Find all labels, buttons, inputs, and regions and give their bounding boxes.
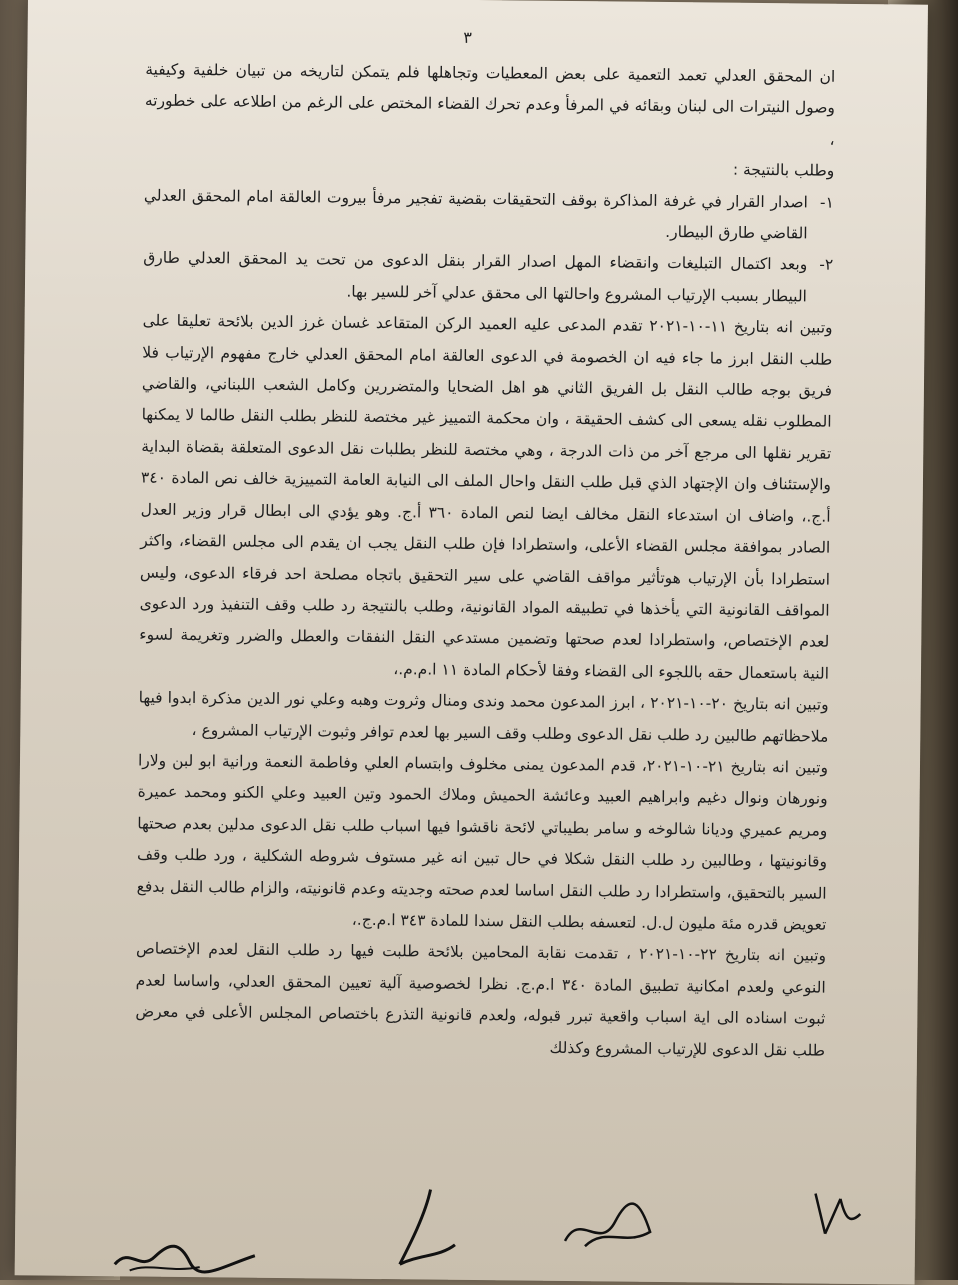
paragraph: ان المحقق العدلي تعمد التعمية على بعض المعطيات وتجاهلها فلم يتمكن لتاريخه من تبيان خلفية وكيفية وصول النيترات الى لبنان وبقائه في المرفأ وعدم تحرك القضاء المختص على الرغم من اطلاعه على خطورته ، bbox=[144, 60, 836, 149]
request-item bbox=[143, 180, 834, 250]
paragraph: وتبين انه بتاريخ ٢٠-١٠-٢٠٢١ ، ابرز المدعون محمد وندى ومنال وثروت وهبه وعلي نور الدين مذكرة ابدوا فيها ملاحظاتهم طالبين رد طلب نقل الدعوى وطلب وقف السير بها لعدم توافر وثبوت الإرتياب المشروع ، bbox=[138, 688, 829, 746]
signatures-area bbox=[15, 1155, 916, 1284]
request-number: ٢- bbox=[819, 256, 834, 275]
document-body bbox=[135, 55, 835, 1067]
document-page bbox=[15, 0, 928, 1285]
signature-mark bbox=[110, 1226, 261, 1278]
paragraph: وتبين انه بتاريخ ٢١-١٠-٢٠٢١، قدم المدعون يمنى مخلوف وابتسام العلي وفاطمة النعمة ورانية ابو لبن ولارا ونورهان ونوال دغيم وابراهيم العبيد وعائشة الحميش وملاك الحمود وتين العبيد وعلي الكنو ومحمد عميرة ومريم عميري وديانا شالوخه و سامر بطيباتي لائحة ناقشوا فيها اسباب طلب نقل الدعوى مدلين بعدم صحتها وقانونيتها ، وطالبين رد طلب النقل شكلا في حال تبين انه غير مستوف شروطه الشكلية ، ورد طلب وقف السير بالتحقيق، واستطرادا رد طلب النقل اساسا لعدم صحته وجديته وعدم قانونيته، والزام طالب النقل بدفع تعويض قدره مئة مليون ل.ل. لتعسفه بطلب النقل سندا للمادة ٣٤٣ ا.م.ج.، bbox=[136, 751, 829, 934]
signature-mark bbox=[805, 1183, 866, 1244]
page-number: ٣ bbox=[463, 27, 473, 47]
request-heading: وطلب بالنتيجة : bbox=[732, 160, 835, 180]
request-number: ١- bbox=[819, 193, 834, 212]
signature-mark bbox=[555, 1191, 666, 1262]
paragraph: وتبين انه بتاريخ ٢٢-١٠-٢٠٢١ ، تقدمت نقابة المحامين بلائحة طلبت فيها رد طلب النقل لعدم الإختصاص النوعي ولعدم امكانية تطبيق المادة ٣٤٠ ا.م.ج. نظرا لخصوصية آلية تعيين المحقق العدلي، واساسا لعدم ثبوت اسناده الى اية اسباب واقعية تبرر قبوله، ولعدم قانونية التذرع باختصاص المجلس الأعلى في معرض طلب نقل الدعوى للإرتياب المشروع وكذلك bbox=[135, 939, 827, 1060]
paragraph: وتبين انه بتاريخ ١١-١٠-٢٠٢١ تقدم المدعى عليه العميد الركن المتقاعد غسان غرز الدين بلائحة تعليقا على طلب النقل ابرز ما جاء فيه ان الخصومة في الدعوى العالقة امام المحقق العدلي خارج مفهوم الإرتياب فلا فريق بوجه طالب النقل بل الفريق الثاني هو اهل الضحايا والمتضررين وكامل الشعب اللبناني، والقاضي المطلوب نقله يسعى الى كشف الحقيقة ، وان محكمة التمييز غير مختصة للنظر بطلب النقل طالما لا يمكنها تقرير نقلها الى مرجع آخر من ذات الدرجة ، وهي مختصة للنظر بطلبات نقل الدعوى المتعلقة بقضاة البداية والإستئناف وان الإجتهاد الذي قبل طلب النقل واحال الملف الى النيابة العامة التمييزية خالف نص المادة ٣٤٠ أ.ج.، واضاف ان استدعاء النقل مخالف ايضا لنص المادة ٣٦٠ أ.ج. وهو يؤدي الى ابطال قرار وزير العدل الصادر بموافقة مجلس القضاء الأعلى، واستطرادا فإن طلب النقل يجب ان يقدم الى مجلس القضاء، واكثر استطرادا بأن الإرتياب هوتأثير مواقف القاضي على سير التحقيق باتجاه مصلحة احد فرقاء الدعوى، وليس المواقف القانونية التي يأخذها في تطبيقه المواد القانونية، وطلب بالنتيجة رد طلب وقف التنفيذ ورد الدعوى لعدم الإختصاص، واستطرادا لعدم صحتها وتضمين مستدعي النقل النفقات والعطل والضرر وتغريمة لسوء النية باستعمال حقه باللجوء الى القضاء وفقا لأحكام المادة ١١ ا.م.م.، bbox=[139, 311, 833, 683]
request-text: وبعد اكتمال التبليغات وانقضاء المهل اصدار القرار بنقل الدعوى من تحت يد المحقق العدلي طارق البيطار بسبب الإرتياب المشروع واحالتها الى محقق عدلي آخر للسير بها. bbox=[143, 248, 808, 306]
request-list bbox=[143, 180, 834, 313]
request-text: اصدار القرار في غرفة المذاكرة بوقف التحقيقات بقضية تفجير مرفأ بيروت العالقة امام المحقق العدلي القاضي طارق البيطار. bbox=[143, 186, 808, 243]
signature-mark bbox=[390, 1184, 461, 1275]
request-item bbox=[143, 243, 834, 313]
